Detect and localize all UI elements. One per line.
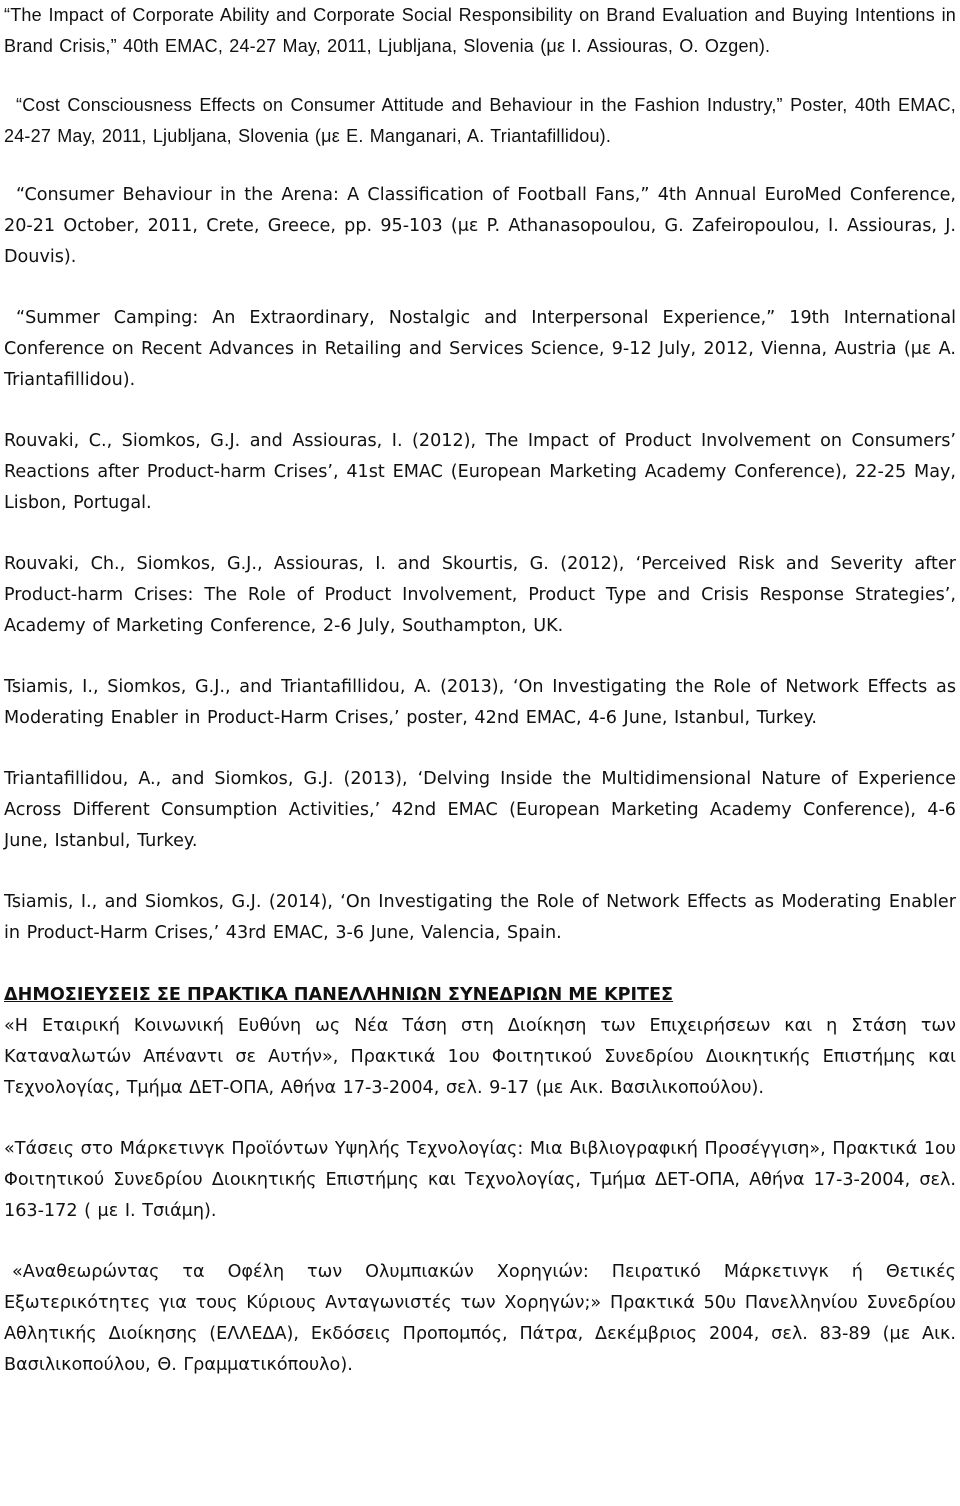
document-page bbox=[4, 0, 956, 1381]
publication-entry: Rouvaki, Ch., Siomkos, G.J., Assiouras, I. and Skourtis, G. (2012), ‘Perceived Risk and Severity after Product-harm Crises: The Role of Product Involvement, Product Type and Crisis Response Strategies’, Academy of Marketing Conference, 2-6 July, Southampton, UK. bbox=[4, 554, 956, 636]
publication-entry-greek: «Τάσεις στο Μάρκετινγκ Προϊόντων Υψηλής Τεχνολογίας: Μια Βιβλιογραφική Προσέγγιση», Πρακτικά 1ου Φοιτητικού Συνεδρίου Διοικητικής Επιστήμης και Τεχνολογίας, Τμήμα ΔΕΤ-ΟΠΑ, Αθήνα 17-3-2004, σελ. 163-172 ( με Ι. Τσιάμη). bbox=[4, 1139, 956, 1221]
publication-entry: Rouvaki, C., Siomkos, G.J. and Assiouras, I. (2012), The Impact of Product Involvement on Consumers’ Reactions after Product-harm Crises’, 41st EMAC (European Marketing Academy Conference), 22-25 May, Lisbon, Portugal. bbox=[4, 431, 956, 513]
publication-entry: “Summer Camping: An Extraordinary, Nostalgic and Interpersonal Experience,” 19th International Conference on Recent Advances in Retailing and Services Science, 9-12 July, 2012, Vienna, Austria (με A. Triantafillidou). bbox=[4, 308, 956, 390]
publication-entry: “Cost Consciousness Effects on Consumer Attitude and Behaviour in the Fashion Industry,” Poster, 40th EMAC, 24-27 May, 2011, Ljubljana, Slovenia (με E. Manganari, A. Triantafillidou). bbox=[4, 95, 956, 146]
publication-entry: Triantafillidou, A., and Siomkos, G.J. (2013), ‘Delving Inside the Multidimensional Nature of Experience Across Different Consumption Activities,’ 42nd EMAC (European Marketing Academy Conference), 4-6 June, Istanbul, Turkey. bbox=[4, 769, 956, 851]
publication-entry-greek: «Η Εταιρική Κοινωνική Ευθύνη ως Νέα Τάση στη Διοίκηση των Επιχειρήσεων και η Στάση των Καταναλωτών Απέναντι σε Αυτήν», Πρακτικά 1ου Φοιτητικού Συνεδρίου Διοικητικής Επιστήμης και Τεχνολογίας, Τμήμα ΔΕΤ-ΟΠΑ, Αθήνα 17-3-2004, σελ. 9-17 (με Αικ. Βασιλικοπούλου). bbox=[4, 1016, 956, 1098]
publication-entry-greek: «Αναθεωρώντας τα Οφέλη των Ολυμπιακών Χορηγιών: Πειρατικό Μάρκετινγκ ή Θετικές Εξωτερικότητες για τους Κύριους Ανταγωνιστές των Χορηγών;» Πρακτικά 50υ Πανελληνίου Συνεδρίου Αθλητικής Διοίκησης (ΕΛΛΕΔΑ), Εκδόσεις Προπομπός, Πάτρα, Δεκέμβριος 2004, σελ. 83-89 (με Αικ. Βασιλικοπούλου, Θ. Γραμματικόπουλο). bbox=[4, 1262, 956, 1375]
section-heading: ΔΗΜΟΣΙΕΥΣΕΙΣ ΣΕ ΠΡΑΚΤΙΚΑ ΠΑΝΕΛΛΗΝΙΩΝ ΣΥΝΕΔΡΙΩΝ ΜΕ ΚΡΙΤΕΣ bbox=[4, 985, 674, 1005]
publication-entry: Tsiamis, I., Siomkos, G.J., and Triantafillidou, A. (2013), ‘On Investigating the Role of Network Effects as Moderating Enabler in Product-Harm Crises,’ poster, 42nd EMAC, 4-6 June, Istanbul, Turkey. bbox=[4, 677, 956, 728]
publication-entry: Tsiamis, I., and Siomkos, G.J. (2014), ‘On Investigating the Role of Network Effects as Moderating Enabler in Product-Harm Crises,’ 43rd EMAC, 3-6 June, Valencia, Spain. bbox=[4, 892, 956, 943]
publication-entry: “The Impact of Corporate Ability and Corporate Social Responsibility on Brand Evaluation and Buying Intentions in Brand Crisis,” 40th EMAC, 24-27 May, 2011, Ljubljana, Slovenia (με I. Assiouras, O. Ozgen). bbox=[4, 5, 956, 56]
publication-entry: “Consumer Behaviour in the Arena: A Classification of Football Fans,” 4th Annual EuroMed Conference, 20-21 October, 2011, Crete, Greece, pp. 95-103 (με P. Athanasopoulou, G. Zafeiropoulou, I. Assiouras, J. Douvis). bbox=[4, 185, 956, 267]
